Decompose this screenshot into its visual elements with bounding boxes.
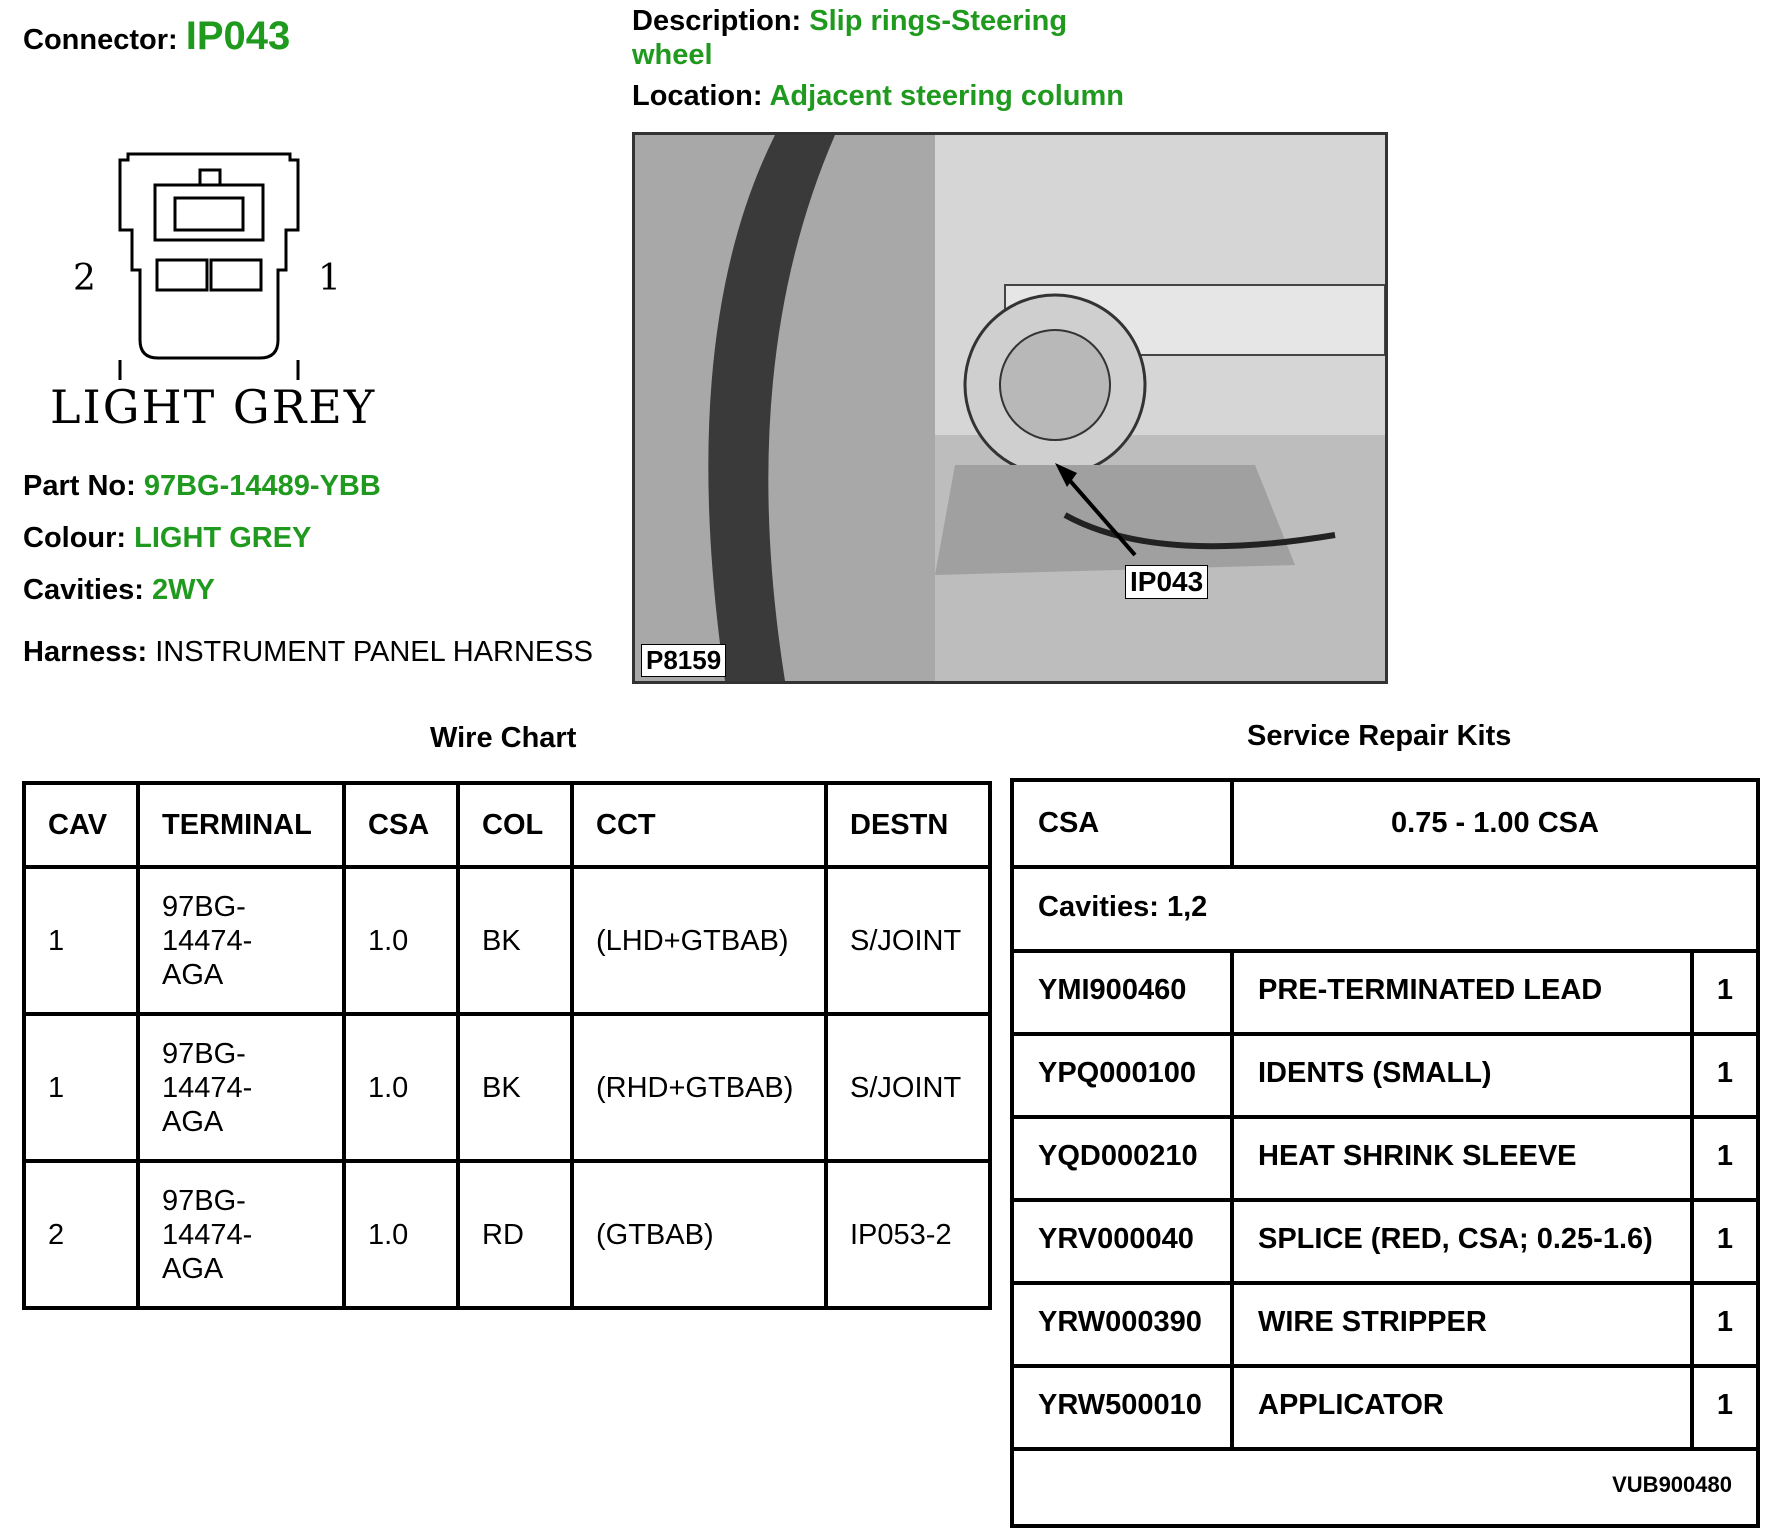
cell-col: BK [458,867,572,1014]
list-item [1014,1281,1756,1368]
kit-quantity: 1 [1716,1057,1734,1089]
cavities-field [23,574,215,607]
part-no-field [23,470,381,503]
kits-csa-label: CSA [1038,807,1100,839]
kit-description: PRE-TERMINATED LEAD [1258,974,1603,1006]
connector-label: Connector: [23,24,178,56]
colour-value: LIGHT GREY [134,522,312,554]
cell-cct: (LHD+GTBAB) [572,867,826,1014]
kit-description: SPLICE (RED, CSA; 0.25-1.6) [1258,1223,1653,1255]
cell-cav: 1 [24,867,138,1014]
kit-quantity: 1 [1716,1140,1734,1172]
kit-quantity: 1 [1716,974,1734,1006]
harness-label: Harness: [23,636,148,668]
connector-colour-caption: LIGHT GREY [50,380,377,434]
cavities-label: Cavities: [23,574,144,606]
kit-code: YMI900460 [1038,974,1187,1006]
harness-field [23,636,593,669]
kit-description: HEAT SHRINK SLEEVE [1258,1140,1577,1172]
cell-csa: 1.0 [344,1014,458,1161]
photo-callout-label: IP043 [1125,565,1208,599]
pin-2-label: 2 [73,258,96,299]
cell-destn: IP053-2 [826,1161,990,1308]
kit-quantity: 1 [1716,1389,1734,1421]
cell-cav: 1 [24,1014,138,1161]
cell-col: BK [458,1014,572,1161]
wire-chart-table [22,781,992,1310]
table-row [24,1161,990,1308]
cell-cct: (RHD+GTBAB) [572,1014,826,1161]
description-value: Slip rings-Steering wheel [632,5,1068,71]
cell-cav: 2 [24,1161,138,1308]
harness-value: INSTRUMENT PANEL HARNESS [155,636,593,668]
location-photo-illustration [635,135,1385,681]
wire-chart-title: Wire Chart [430,722,577,754]
cell-terminal: 97BG- 14474- AGA [138,867,344,1014]
cell-terminal: 97BG- 14474- AGA [138,1014,344,1161]
kits-cavities: Cavities: 1,2 [1038,890,1208,923]
connector-value: IP043 [185,14,291,58]
location-label: Location: [632,80,763,112]
service-repair-kits-title: Service Repair Kits [1247,720,1512,752]
header-csa: CSA [344,783,458,867]
header-cav: CAV [24,783,138,867]
kit-description: APPLICATOR [1258,1389,1444,1421]
list-item [1014,1198,1756,1285]
connector-line [23,14,290,59]
kits-reference-number: VUB900480 [1612,1472,1732,1497]
header-col: COL [458,783,572,867]
kit-code: YRV000040 [1038,1223,1194,1255]
list-item [1014,1032,1756,1119]
description-label: Description: [632,5,802,37]
colour-field [23,522,311,555]
description-field [632,4,1152,72]
pin-1-label: 1 [318,258,341,299]
list-item [1014,949,1756,1036]
cell-destn: S/JOINT [826,1014,990,1161]
cell-csa: 1.0 [344,1161,458,1308]
kit-quantity: 1 [1716,1306,1734,1338]
kit-description: WIRE STRIPPER [1258,1306,1487,1338]
part-no-label: Part No: [23,470,136,502]
kit-code: YPQ000100 [1038,1057,1197,1089]
header-destn: DESTN [826,783,990,867]
photo-reference: P8159 [641,644,726,677]
kit-description: IDENTS (SMALL) [1258,1057,1492,1089]
header-terminal: TERMINAL [138,783,344,867]
location-photo [632,132,1388,684]
location-field [632,80,1124,113]
list-item [1014,1115,1756,1202]
kit-code: YQD000210 [1038,1140,1198,1172]
header-cct: CCT [572,783,826,867]
kits-csa-row [1014,782,1756,869]
cell-cct: (GTBAB) [572,1161,826,1308]
location-value: Adjacent steering column [769,80,1124,112]
cell-destn: S/JOINT [826,867,990,1014]
kits-csa-value: 0.75 - 1.00 CSA [1391,807,1599,839]
kit-code: YRW000390 [1038,1306,1202,1338]
table-row [24,867,990,1014]
colour-label: Colour: [23,522,127,554]
kits-cavities-row [1014,865,1756,953]
wire-chart-header-row [24,783,990,867]
table-row [24,1014,990,1161]
list-item [1014,1364,1756,1451]
cell-col: RD [458,1161,572,1308]
kit-quantity: 1 [1716,1223,1734,1255]
cavities-value: 2WY [151,574,215,606]
part-no-value: 97BG-14489-YBB [143,470,381,502]
cell-terminal: 97BG- 14474- AGA [138,1161,344,1308]
kit-code: YRW500010 [1038,1389,1202,1421]
service-repair-kits-table [1010,778,1760,1528]
cell-csa: 1.0 [344,867,458,1014]
